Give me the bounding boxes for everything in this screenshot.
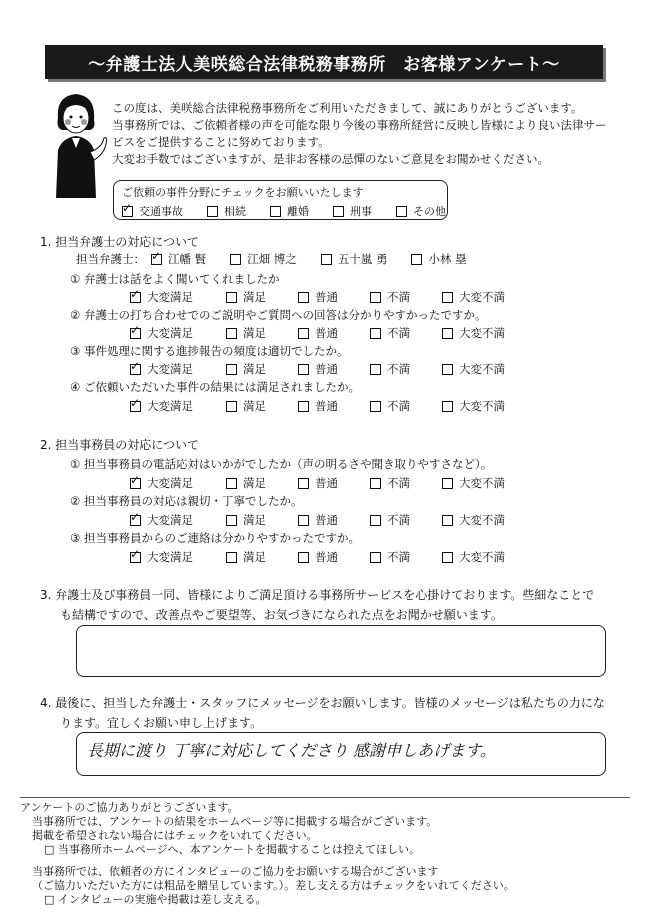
checkbox-checked-icon[interactable] [130,552,141,563]
checkbox-icon[interactable] [370,364,381,375]
checkbox-icon[interactable] [370,401,381,412]
rating-option[interactable] [226,475,298,491]
rating-option[interactable] [298,325,370,341]
intro-line: この度は、美咲総合法律税務事務所をご利用いただきまして、誠にありがとうございます。 [112,101,583,115]
checkbox-icon[interactable] [442,328,453,339]
lawyer-option[interactable]: ✓ 江幡 賢 [151,251,206,267]
message-field[interactable] [76,732,606,776]
section3-prompt: 3. 弁護士及び事務員一同、皆様によりご満足頂ける事務所サービスを心掛けております。些細なことで も結構ですので、改善点やご要望等、お気づきになられた点をお聞かせ願います。 [40,588,595,622]
rating-label: 満足 [243,550,266,564]
rating-label: 大変不満 [459,290,505,304]
intro-line: 大変お手数ではございますが、是非お客様の忌憚のないご意見をお聞かせください。 [112,152,549,166]
rating-option[interactable] [442,398,514,414]
checkbox-icon[interactable] [207,206,218,217]
rating-option[interactable] [442,325,514,341]
checkbox-icon[interactable] [442,515,453,526]
rating-label: 満足 [243,290,266,304]
checkbox-icon[interactable] [442,364,453,375]
checkbox-icon[interactable] [442,401,453,412]
rating-label: 普通 [315,513,338,527]
checkbox-icon[interactable] [370,515,381,526]
question: ④ ご依頼いただいた事件の結果には満足されましたか。 [70,380,360,394]
question: ① 担当事務員の電話応対はいかがでしたか（声の明るさや聞き取りやすさなど）。 [70,457,493,471]
rating-option[interactable] [226,549,298,565]
intro-text [112,100,612,168]
rating-label: 大変満足 [147,362,193,376]
rating-option[interactable] [298,361,370,377]
rating-row [130,289,514,305]
checkbox-icon[interactable] [226,292,237,303]
rating-row [130,512,514,528]
rating-option[interactable] [226,325,298,341]
rating-row [130,475,514,491]
checkbox-icon[interactable] [396,206,407,217]
checkbox-icon[interactable] [298,328,309,339]
rating-option[interactable] [130,361,226,377]
rating-option[interactable] [130,325,226,341]
case-type-option[interactable]: 相続 [207,203,246,219]
case-type-option[interactable]: その他 [396,203,446,219]
case-type-option[interactable]: 刑事 [333,203,372,219]
section1-heading: 1. 担当弁護士の対応について [40,235,200,249]
rating-label: 満足 [243,399,266,413]
checkbox-checked-icon[interactable] [122,206,133,217]
checkbox-icon[interactable] [226,515,237,526]
rating-option[interactable] [298,475,370,491]
checkbox-icon[interactable] [442,552,453,563]
footer-divider [20,797,630,798]
question: ② 弁護士の打ち合わせでのご説明やご質問への回答は分かりやすかったですか。 [70,308,487,322]
rating-option[interactable] [370,325,442,341]
rating-row [130,361,514,377]
rating-option[interactable] [226,361,298,377]
lawyer-row: 担当弁護士： ✓ 江幡 賢 江畑 博之 五十嵐 勇 小林 塁 [76,251,491,267]
case-type-option[interactable]: ✓ 交通事故 [122,203,183,219]
rating-option[interactable] [226,512,298,528]
question: ③ 担当事務員からのご連絡は分かりやすかったですか。 [70,531,360,545]
checkbox-icon[interactable] [442,478,453,489]
lawyer-option[interactable]: 五十嵐 勇 [321,251,388,267]
checkbox-icon[interactable] [226,552,237,563]
checkbox-icon[interactable] [321,254,332,265]
rating-label: 大変不満 [459,476,505,490]
rating-label: 大変不満 [459,399,505,413]
rating-label: 大変不満 [459,513,505,527]
rating-option[interactable] [442,475,514,491]
checkbox-checked-icon[interactable] [130,401,141,412]
checkbox-checked-icon[interactable] [130,515,141,526]
rating-option[interactable] [130,398,226,414]
rating-label: 普通 [315,550,338,564]
rating-option[interactable] [370,475,442,491]
rating-label: 大変不満 [459,550,505,564]
rating-label: 大変満足 [147,513,193,527]
rating-option[interactable] [370,361,442,377]
rating-label: 普通 [315,399,338,413]
rating-label: 満足 [243,476,266,490]
checkbox-icon[interactable] [230,254,241,265]
rating-row [130,325,514,341]
rating-option[interactable] [226,289,298,305]
no-interview-option[interactable]: □ インタビューの実施や掲載は差し支える。 [44,893,267,906]
checkbox-checked-icon[interactable] [130,364,141,375]
rating-row [130,398,514,414]
checkbox-icon[interactable] [370,478,381,489]
checkbox-checked-icon[interactable] [130,478,141,489]
rating-option[interactable] [298,512,370,528]
rating-label: 不満 [387,513,410,527]
rating-label: 不満 [387,326,410,340]
checkbox-icon[interactable] [333,206,344,217]
survey-title: ～弁護士法人美咲総合法律税務事務所 お客様アンケート～ [45,45,603,79]
checkbox-icon[interactable] [370,328,381,339]
rating-row [130,549,514,565]
rating-option[interactable] [130,512,226,528]
checkbox-icon[interactable] [411,254,422,265]
checkbox-icon[interactable] [442,292,453,303]
rating-option[interactable] [370,549,442,565]
rating-label: 不満 [387,550,410,564]
checkbox-icon[interactable] [298,515,309,526]
footer-notes: アンケートのご協力ありがとうございます。 当事務所では、アンケートの結果をホームページ等に掲載する場合がございます。 掲載を希望されない場合にはチェックをいれてください。 □ 当事務所ホームページへ、本アンケートを掲載することは控えてほしい。 当事務所では、依頼者の方にインタビューのご協力をお願いする場合がございます （ご協力いただいた方には粗品を贈呈しています。）。差し支える方はチェックをいれてください。 □ インタビューの実施や掲載は差し支える。 [20,801,515,906]
rating-label: 普通 [315,290,338,304]
checkbox-icon[interactable] [226,478,237,489]
rating-label: 普通 [315,326,338,340]
case-type-prompt: ご依頼の事件分野にチェックをお願いいたします [122,186,364,199]
rating-option[interactable] [370,289,442,305]
checkbox-icon[interactable] [298,478,309,489]
rating-option[interactable] [298,549,370,565]
rating-option[interactable] [442,549,514,565]
handwritten-message: 長期に渡り 丁寧に対応してくださり 感謝申しあげます。 [87,741,496,760]
rating-label: 大変満足 [147,550,193,564]
rating-label: 不満 [387,290,410,304]
rating-label: 大変不満 [459,362,505,376]
checkbox-checked-icon[interactable] [130,328,141,339]
rating-option[interactable] [226,398,298,414]
rating-option[interactable] [442,512,514,528]
rating-label: 大変満足 [147,290,193,304]
rating-option[interactable] [370,398,442,414]
question: ① 弁護士は話をよく聞いてくれましたか [70,272,280,286]
section2-heading: 2. 担当事務員の対応について [40,438,200,452]
case-type-box [113,180,448,220]
comment-field[interactable] [76,625,606,677]
rating-label: 大変満足 [147,326,193,340]
checkbox-icon[interactable] [298,401,309,412]
checkbox-icon[interactable] [298,292,309,303]
no-publish-option[interactable]: □ 当事務所ホームページへ、本アンケートを掲載することは控えてほしい。 [44,843,421,856]
section4-prompt: 4. 最後に、担当した弁護士・スタッフにメッセージをお願いします。皆様のメッセージは私たちの力にな ります。宜しくお願い申し上げます。 [40,696,605,730]
rating-label: 満足 [243,513,266,527]
checkbox-icon[interactable] [226,401,237,412]
rating-option[interactable] [130,549,226,565]
rating-label: 普通 [315,476,338,490]
rating-option[interactable] [130,475,226,491]
rating-option[interactable] [130,289,226,305]
case-type-option[interactable]: 離婚 [270,203,309,219]
rating-option[interactable] [442,289,514,305]
checkbox-icon[interactable] [226,328,237,339]
rating-label: 満足 [243,326,266,340]
checkbox-icon[interactable] [370,552,381,563]
intro-line: 当事務所では、ご依頼者様の声を可能な限り今後の事務所経営に反映し皆様により良い法律サー [112,118,607,132]
rating-label: 大変満足 [147,399,193,413]
lawyer-option[interactable]: 江畑 博之 [230,251,297,267]
rating-option[interactable] [298,289,370,305]
rating-option[interactable] [370,512,442,528]
checkbox-icon[interactable] [370,292,381,303]
rating-label: 大変不満 [459,326,505,340]
checkbox-checked-icon[interactable] [130,292,141,303]
checkbox-checked-icon[interactable] [151,254,162,265]
question: ③ 事件処理に関する進捗報告の頻度は適切でしたか。 [70,344,349,358]
rating-label: 大変満足 [147,476,193,490]
lawyer-option[interactable]: 小林 塁 [411,251,466,267]
checkbox-icon[interactable] [298,552,309,563]
rating-option[interactable] [298,398,370,414]
rating-label: 不満 [387,399,410,413]
rating-label: 満足 [243,362,266,376]
intro-line: ビスをご提供することに努めております。 [112,135,330,149]
rating-label: 不満 [387,362,410,376]
checkbox-icon[interactable] [226,364,237,375]
rating-label: 普通 [315,362,338,376]
receptionist-illustration [38,88,108,200]
rating-label: 不満 [387,476,410,490]
rating-option[interactable] [442,361,514,377]
question: ② 担当事務員の対応は親切・丁寧でしたか。 [70,494,303,508]
checkbox-icon[interactable] [270,206,281,217]
checkbox-icon[interactable] [298,364,309,375]
